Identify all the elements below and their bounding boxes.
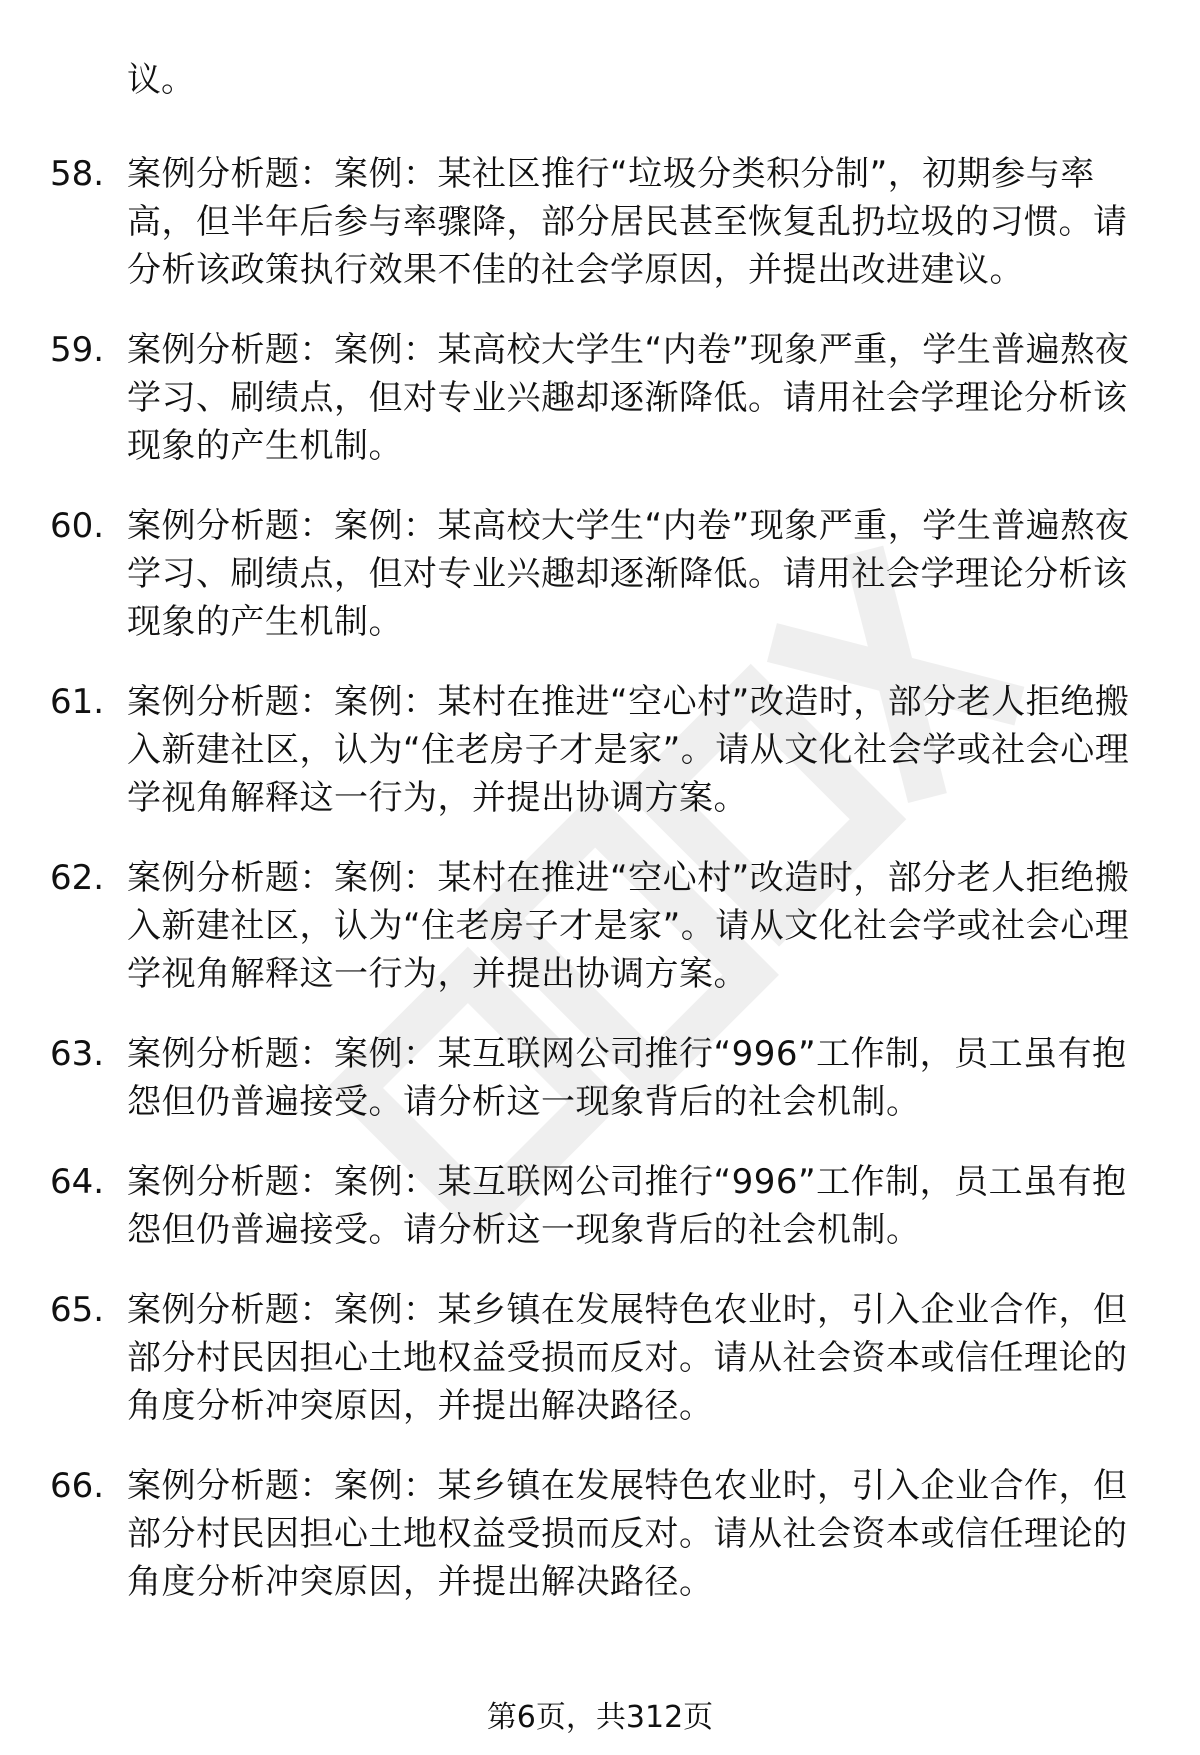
- question-number: 65.: [50, 1290, 105, 1330]
- question-number: 64.: [50, 1162, 105, 1202]
- question-number: 63.: [50, 1034, 105, 1074]
- question-item: [0, 1462, 1200, 1606]
- question-item: [0, 326, 1200, 470]
- continuation-text: 议。: [127, 60, 195, 100]
- question-text: 案例分析题：案例：某高校大学生“内卷”现象严重，学生普遍熬夜学习、刷绩点，但对专业兴趣却逐渐降低。请用社会学理论分析该现象的产生机制。: [127, 330, 1130, 466]
- question-item: [0, 1286, 1200, 1430]
- question-text: 案例分析题：案例：某互联网公司推行“996”工作制，员工虽有抱怨但仍普遍接受。请分析这一现象背后的社会机制。: [127, 1162, 1127, 1250]
- question-list: [0, 150, 1200, 1638]
- question-text: 案例分析题：案例：某互联网公司推行“996”工作制，员工虽有抱怨但仍普遍接受。请分析这一现象背后的社会机制。: [127, 1034, 1127, 1122]
- question-item: [0, 678, 1200, 822]
- question-item: [0, 1030, 1200, 1126]
- question-text: 案例分析题：案例：某乡镇在发展特色农业时，引入企业合作，但部分村民因担心土地权益受损而反对。请从社会资本或信任理论的角度分析冲突原因，并提出解决路径。: [127, 1290, 1128, 1426]
- question-text: 案例分析题：案例：某村在推进“空心村”改造时，部分老人拒绝搬入新建社区，认为“住老房子才是家”。请从文化社会学或社会心理学视角解释这一行为，并提出协调方案。: [127, 858, 1130, 994]
- question-item: [0, 502, 1200, 646]
- question-number: 62.: [50, 858, 105, 898]
- question-number: 60.: [50, 506, 105, 546]
- question-number: 59.: [50, 330, 105, 370]
- question-text: 案例分析题：案例：某社区推行“垃圾分类积分制”，初期参与率高，但半年后参与率骤降，部分居民甚至恢复乱扔垃圾的习惯。请分析该政策执行效果不佳的社会学原因，并提出改进建议。: [127, 154, 1128, 290]
- question-item: [0, 150, 1200, 294]
- page-footer: 第6页，共312页: [486, 1700, 714, 1735]
- question-number: 58.: [50, 154, 105, 194]
- question-item: [0, 1158, 1200, 1254]
- question-text: 案例分析题：案例：某高校大学生“内卷”现象严重，学生普遍熬夜学习、刷绩点，但对专业兴趣却逐渐降低。请用社会学理论分析该现象的产生机制。: [127, 506, 1130, 642]
- question-text: 案例分析题：案例：某村在推进“空心村”改造时，部分老人拒绝搬入新建社区，认为“住老房子才是家”。请从文化社会学或社会心理学视角解释这一行为，并提出协调方案。: [127, 682, 1130, 818]
- question-number: 66.: [50, 1466, 105, 1506]
- question-item: [0, 854, 1200, 998]
- question-number: 61.: [50, 682, 105, 722]
- question-text: 案例分析题：案例：某乡镇在发展特色农业时，引入企业合作，但部分村民因担心土地权益受损而反对。请从社会资本或信任理论的角度分析冲突原因，并提出解决路径。: [127, 1466, 1128, 1602]
